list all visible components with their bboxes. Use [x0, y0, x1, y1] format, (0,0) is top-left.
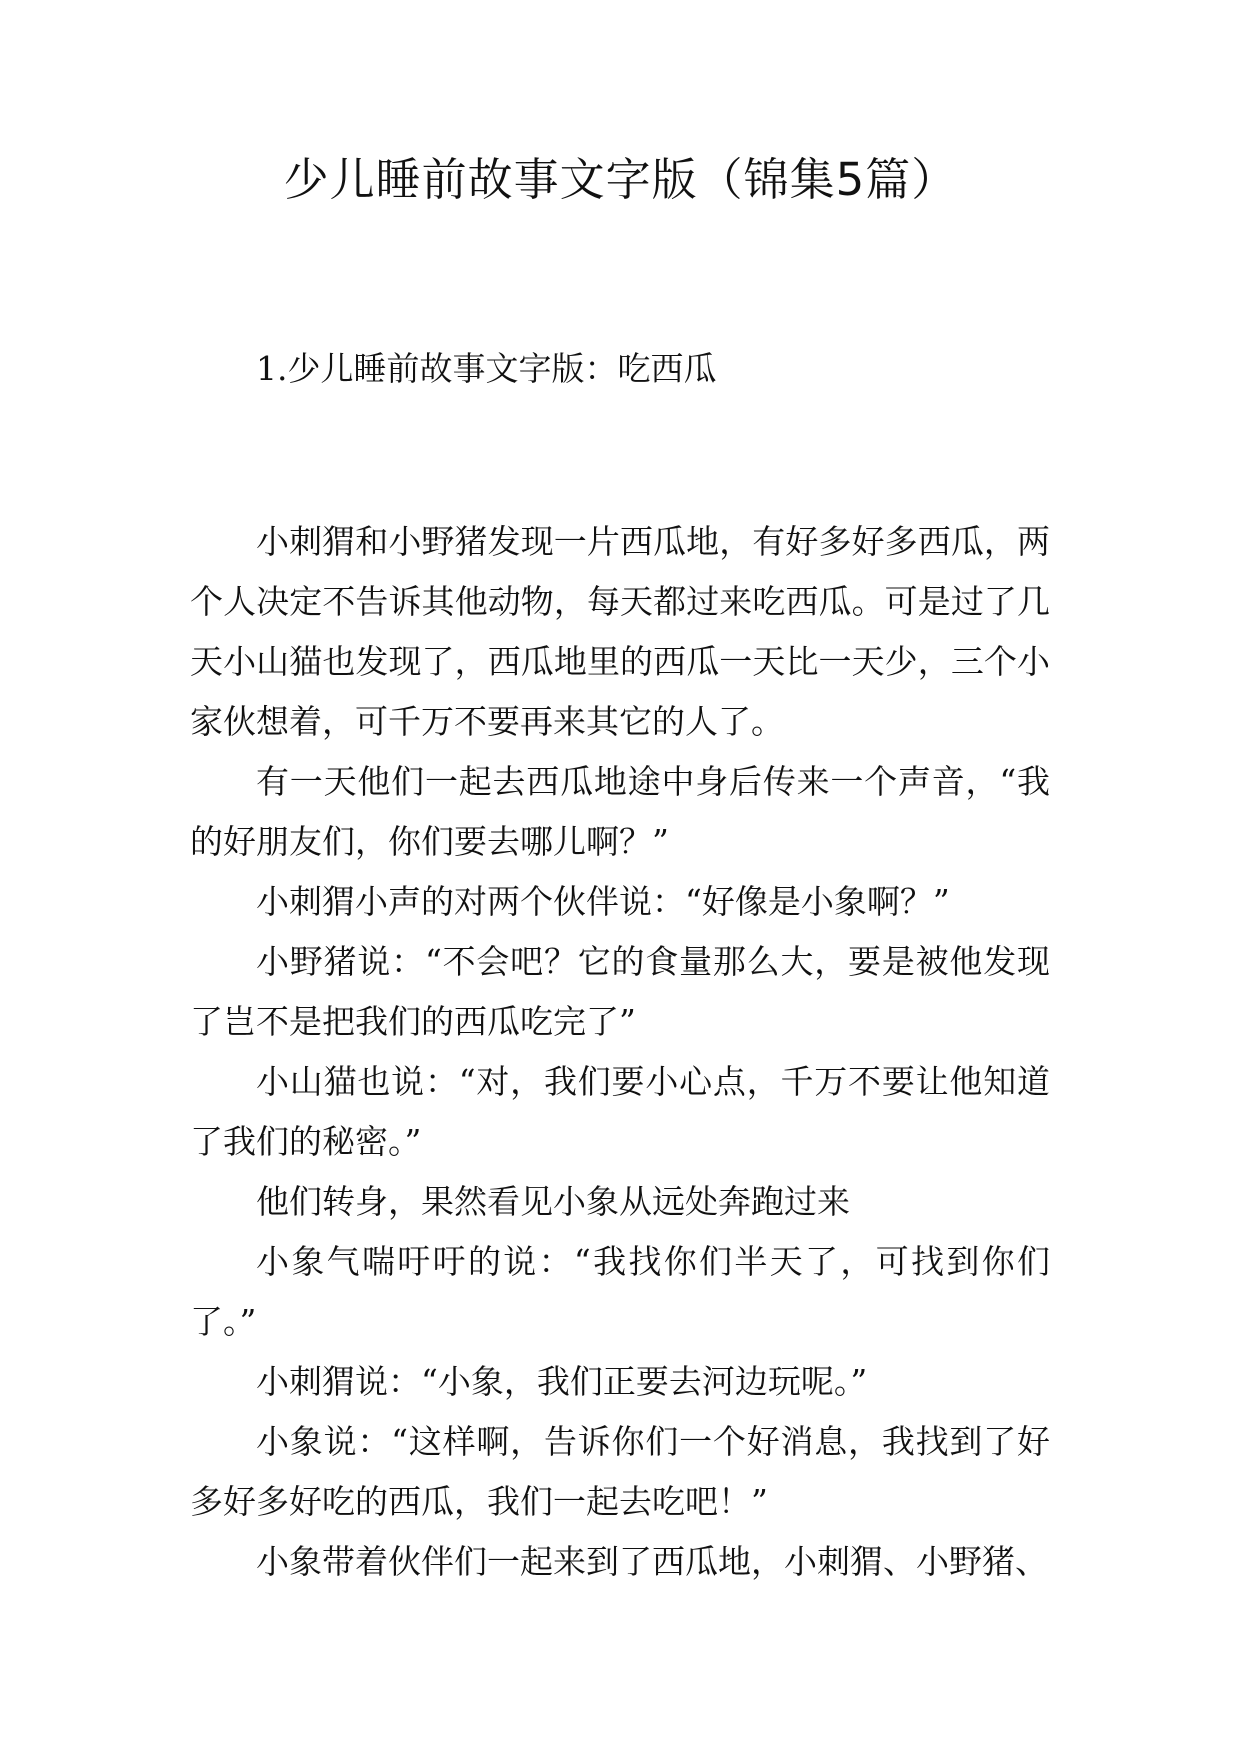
paragraph: 有一天他们一起去西瓜地途中身后传来一个声音，“我的好朋友们，你们要去哪儿啊？”: [190, 762, 1050, 861]
paragraph: 小野猪说：“不会吧？它的食量那么大，要是被他发现了岂不是把我们的西瓜吃完了”: [190, 942, 1050, 1041]
story-body: [190, 512, 1050, 1592]
paragraph: 小山猫也说：“对，我们要小心点，千万不要让他知道了我们的秘密。”: [190, 1062, 1050, 1161]
paragraph: 小刺猬小声的对两个伙伴说：“好像是小象啊？”: [256, 882, 950, 921]
paragraph: 小刺猬说：“小象，我们正要去河边玩呢。”: [256, 1362, 868, 1401]
paragraph: 小刺猬和小野猪发现一片西瓜地，有好多好多西瓜，两个人决定不告诉其他动物，每天都过来吃西瓜。可是过了几天小山猫也发现了，西瓜地里的西瓜一天比一天少，三个小家伙想着，可千万不要再来其它的人了。: [190, 522, 1050, 741]
section-heading: 1.少儿睡前故事文字版：吃西瓜: [256, 349, 717, 388]
paragraph: 小象气喘吁吁的说：“我找你们半天了，可找到你们了。”: [190, 1242, 1050, 1341]
paragraph: 小象带着伙伴们一起来到了西瓜地，小刺猬、小野猪、: [256, 1542, 1048, 1581]
paragraph: 小象说：“这样啊，告诉你们一个好消息，我找到了好多好多好吃的西瓜，我们一起去吃吧！”: [190, 1422, 1050, 1521]
document-title: 少儿睡前故事文字版（锦集5篇）: [283, 153, 958, 206]
paragraph: 他们转身，果然看见小象从远处奔跑过来: [256, 1182, 850, 1221]
